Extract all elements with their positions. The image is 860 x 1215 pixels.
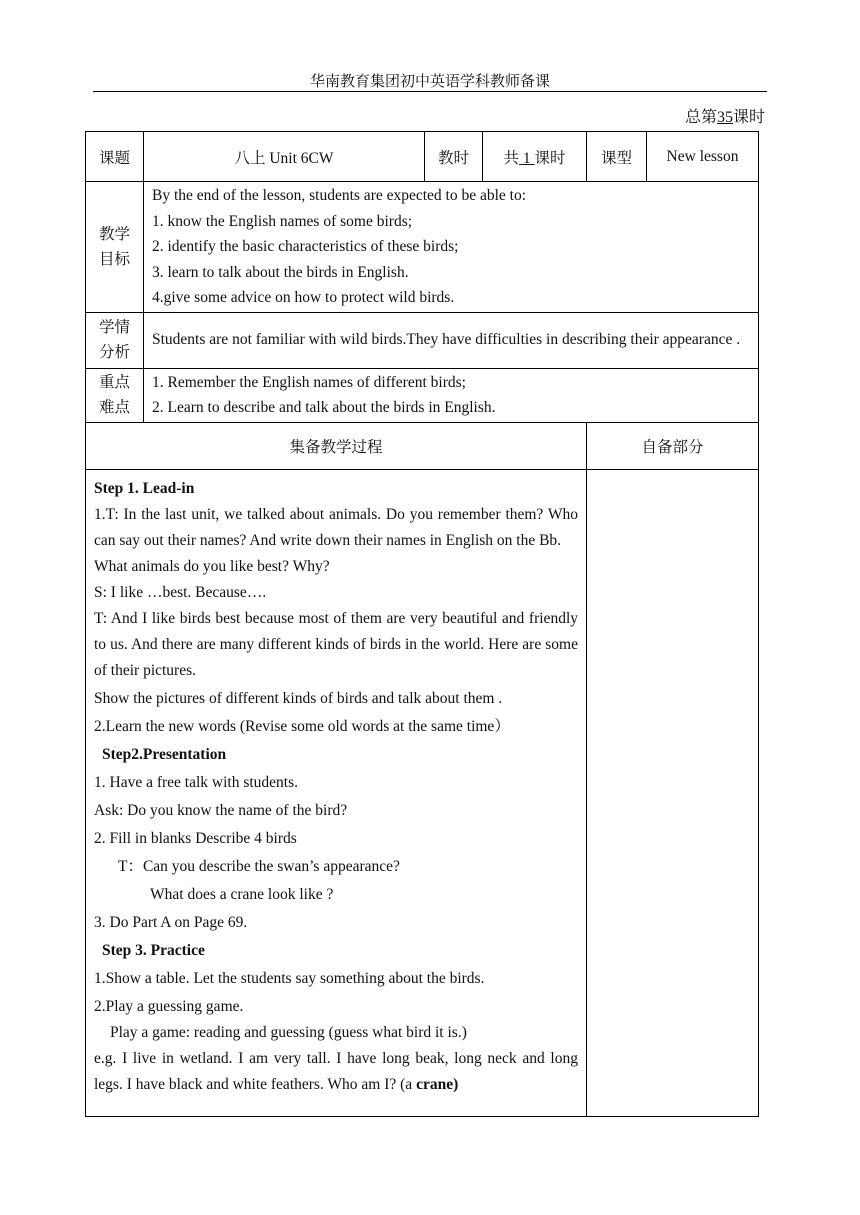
period-number: 1: [522, 149, 531, 167]
step1-paragraph: What animals do you like best? Why?: [94, 557, 330, 575]
key-point-line: 2. Learn to describe and talk about the birds in English.: [152, 399, 496, 416]
step2-paragraph: 2. Fill in blanks Describe 4 birds: [94, 829, 297, 847]
process-header-row: [86, 422, 759, 469]
objectives-label: 教学 目标: [86, 182, 144, 313]
analysis-label: 学情 分析: [86, 312, 144, 368]
objective-line: By the end of the lesson, students are expected to be able to:: [152, 187, 527, 204]
objective-line: 4.give some advice on how to protect wild birds.: [152, 289, 455, 306]
type-label: 课型: [587, 132, 647, 182]
objective-line: 1. know the English names of some birds;: [152, 212, 413, 230]
process-header-right: 自备部分: [587, 422, 759, 469]
step2-paragraph: T：Can you describe the swan’s appearance?: [118, 857, 400, 875]
step2-paragraph: 1. Have a free talk with students.: [94, 773, 299, 791]
lesson-plan-table: [85, 131, 759, 1117]
step2-paragraph: What does a crane look like ?: [150, 885, 334, 903]
step3-paragraph: Play a game: reading and guessing (guess what bird it is.): [110, 1023, 467, 1041]
step2-title: Step2.Presentation: [102, 745, 227, 763]
document-header-title: 华南教育集团初中英语学科教师备课: [309, 74, 550, 90]
step2-paragraph: 3. Do Part A on Page 69.: [94, 913, 248, 931]
key-points-row: [86, 368, 759, 422]
key-points-content: [144, 368, 759, 422]
objectives-content: [144, 182, 759, 313]
key-points-label: 重点 难点: [86, 368, 144, 422]
period-value: [483, 132, 587, 182]
step1-title: Step 1. Lead-in: [94, 479, 195, 497]
objective-line: 3. learn to talk about the birds in English.: [152, 263, 409, 281]
analysis-row: [86, 312, 759, 368]
process-row: [86, 469, 759, 1116]
lesson-count-suffix: 课时: [732, 109, 765, 126]
step1-paragraph: 1.T: In the last unit, we talked about animals. Do you remember them? Who can say out their names? And write down their names in English on the Bb.: [94, 505, 578, 549]
lesson-count-prefix: 总第: [684, 109, 717, 126]
objective-line: 2. identify the basic characteristics of these birds;: [152, 238, 459, 255]
self-prep-area: [587, 469, 759, 1116]
topic-label: 课题: [86, 132, 144, 182]
analysis-content: Students are not familiar with wild birds.They have difficulties in describing their appearance .: [144, 312, 759, 368]
header-divider: [93, 91, 767, 92]
key-point-line: 1. Remember the English names of different birds;: [152, 373, 466, 391]
period-prefix: 共: [503, 149, 519, 167]
step3-paragraph: 1.Show a table. Let the students say something about the birds.: [94, 969, 485, 987]
topic-value: 八上 Unit 6CW: [144, 132, 425, 182]
lesson-count-number: 35: [716, 109, 733, 126]
step3-answer: crane): [416, 1075, 459, 1093]
step1-paragraph: 2.Learn the new words (Revise some old words at the same time）: [94, 717, 510, 735]
objectives-row: [86, 182, 759, 313]
step1-paragraph: Show the pictures of different kinds of birds and talk about them .: [94, 689, 503, 707]
step1-paragraph: T: And I like birds best because most of them are very beautiful and friendly to us. And there are many different kinds of birds in the world. Here are some of their pictures.: [94, 609, 578, 679]
process-header-left: 集备教学过程: [86, 422, 587, 469]
step3-example: e.g. I live in wetland. I am very tall. I have long beak, long neck and long legs. I have black and white feathers. Who am I? (a crane): [94, 1049, 578, 1093]
step1-paragraph: S: I like …best. Because….: [94, 583, 267, 601]
step3-paragraph: 2.Play a guessing game.: [94, 997, 244, 1015]
period-suffix: 课时: [534, 149, 566, 167]
step3-title: Step 3. Practice: [102, 941, 205, 959]
info-row: [86, 132, 759, 182]
lesson-count: [685, 104, 765, 127]
step2-paragraph: Ask: Do you know the name of the bird?: [94, 801, 348, 819]
type-value: New lesson: [647, 132, 759, 182]
teaching-process: [86, 469, 587, 1116]
period-label: 教时: [425, 132, 483, 182]
